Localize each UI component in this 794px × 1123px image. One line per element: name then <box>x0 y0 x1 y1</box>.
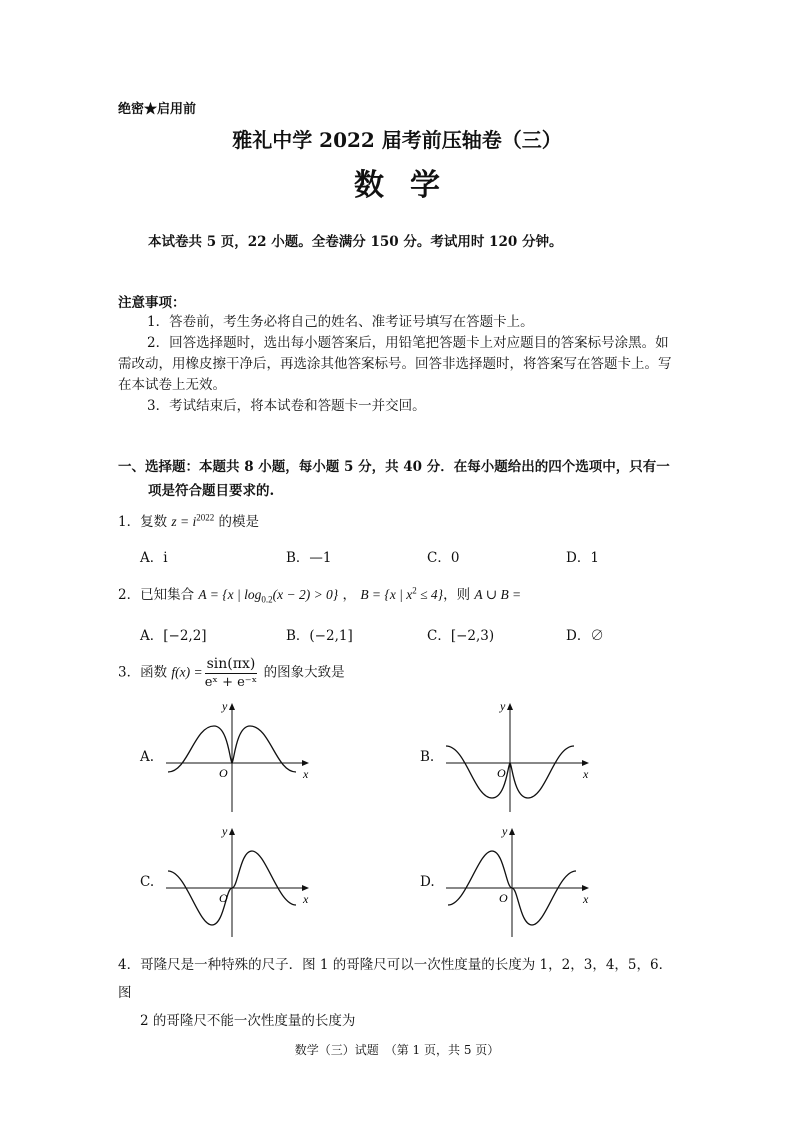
graph-c[interactable] <box>160 825 320 940</box>
question-2-union: A ∪ B = <box>474 587 522 602</box>
page-footer: 数学（三）试题 （第 1 页，共 5 页） <box>294 1043 500 1057</box>
fraction-denominator: eˣ + e⁻ˣ <box>204 675 258 690</box>
fraction-numerator: sin(πx) <box>206 656 256 672</box>
question-4 <box>118 951 683 1035</box>
question-1-expr-base: z = i <box>171 514 197 529</box>
graph-c-x-arrow <box>302 885 309 891</box>
graph-d-origin: O <box>499 891 508 905</box>
graph-d-y-label: y <box>502 825 508 838</box>
question-4-line2: 2 的哥隆尺不能一次性度量的长度为 <box>140 1013 356 1029</box>
graph-a-x-label: x <box>303 767 309 781</box>
set-a-log-base: 0.2 <box>261 594 273 605</box>
question-2-set-a <box>198 587 339 605</box>
q1-option-b[interactable]: B．—1 <box>286 550 332 566</box>
graph-d-y-arrow <box>509 828 515 835</box>
section-heading-line2: 项是符合题目要求的. <box>148 483 275 499</box>
set-b-exp: 2 <box>412 585 417 596</box>
q1-option-a[interactable]: A．i <box>140 550 168 566</box>
q2-option-b[interactable]: B．(−2,1] <box>286 628 353 644</box>
question-3-fx: f(x) = <box>171 664 203 680</box>
question-1-prefix: 1．复数 <box>118 514 172 530</box>
graph-b-origin: O <box>497 766 506 780</box>
graph-a-y-arrow <box>229 703 235 710</box>
q2-option-a[interactable]: A．[−2,2] <box>140 628 207 644</box>
question-3-fraction <box>205 656 258 690</box>
graph-c-origin: O <box>219 891 228 905</box>
graph-a[interactable] <box>160 700 320 815</box>
graph-b[interactable] <box>440 700 600 815</box>
graph-c-x-label: x <box>303 892 309 906</box>
graph-b-x-arrow <box>582 760 589 766</box>
set-b-rest: ≤ 4} <box>416 587 444 602</box>
question-2-prefix: 2．已知集合 <box>118 587 199 603</box>
q2-option-d[interactable]: D．∅ <box>566 628 604 644</box>
question-1-expr-exp: 2022 <box>196 512 215 523</box>
graph-c-label[interactable]: C. <box>140 874 155 890</box>
graph-a-label[interactable]: A. <box>140 749 155 765</box>
graph-a-y-label: y <box>222 700 228 713</box>
exam-info: 本试卷共 5 页，22 小题。全卷满分 150 分。考试用时 120 分钟。 <box>148 234 563 250</box>
section-heading <box>118 455 678 503</box>
note-item-3: 3．考试结束后，将本试卷和答题卡一并交回。 <box>147 398 426 414</box>
note-item-1: 1．答卷前，考生务必将自己的姓名、准考证号填写在答题卡上。 <box>147 314 534 330</box>
q1-option-c[interactable]: C．0 <box>427 550 460 566</box>
set-a-text: A = {x | log <box>198 587 262 602</box>
set-a-rest: (x − 2) > 0} <box>272 587 339 602</box>
question-3-prefix: 3．函数 <box>118 664 172 681</box>
graph-d[interactable] <box>440 825 600 940</box>
secret-label: 绝密★启用前 <box>118 102 197 117</box>
note-item-2: 2．回答选择题时，选出每小题答案后，用铅笔把答题卡上对应题目的答案标号涂黑。如需改动，用橡皮擦干净后，再选涂其他答案标号。回答非选择题时，将答案写在答题卡上。写在本试卷上无效。 <box>118 335 672 393</box>
set-b-text: B = {x | x <box>360 587 413 602</box>
graph-d-x-label: x <box>583 892 589 906</box>
graph-a-origin: O <box>219 766 228 780</box>
question-1-expr <box>171 514 214 529</box>
graph-d-label[interactable]: D. <box>420 874 435 890</box>
question-1-suffix: 的模是 <box>214 514 260 530</box>
question-2-sep: ， <box>338 587 361 603</box>
question-2-then: ，则 <box>443 587 475 603</box>
q2-option-c[interactable]: C．[−2,3) <box>427 628 495 644</box>
section-heading-line1: 一、选择题：本题共 8 小题，每小题 5 分，共 40 分．在每小题给出的四个选项中，只有一 <box>118 459 670 475</box>
q1-option-d[interactable]: D．1 <box>566 550 599 566</box>
question-2-set-b <box>360 587 443 602</box>
graph-b-y-arrow <box>507 703 513 710</box>
graph-d-x-arrow <box>582 885 589 891</box>
question-3-suffix: 的图象大致是 <box>259 664 345 681</box>
exam-title: 雅礼中学 2022 届考前压轴卷（三） <box>232 128 562 152</box>
graph-b-label[interactable]: B. <box>420 749 435 765</box>
notes-title: 注意事项： <box>118 295 186 311</box>
graph-b-y-label: y <box>500 700 506 713</box>
graph-a-x-arrow <box>302 760 309 766</box>
question-1 <box>118 510 259 530</box>
subject-title: 数学 <box>354 168 466 203</box>
question-2 <box>118 583 521 605</box>
graph-c-y-label: y <box>222 825 228 838</box>
question-3 <box>118 656 345 690</box>
graph-b-x-label: x <box>583 767 589 781</box>
question-4-line1: 4．哥隆尺是一种特殊的尺子．图 1 的哥隆尺可以一次性度量的长度为 1，2，3，4，5，6．图 <box>118 957 673 1001</box>
graph-c-y-arrow <box>229 828 235 835</box>
